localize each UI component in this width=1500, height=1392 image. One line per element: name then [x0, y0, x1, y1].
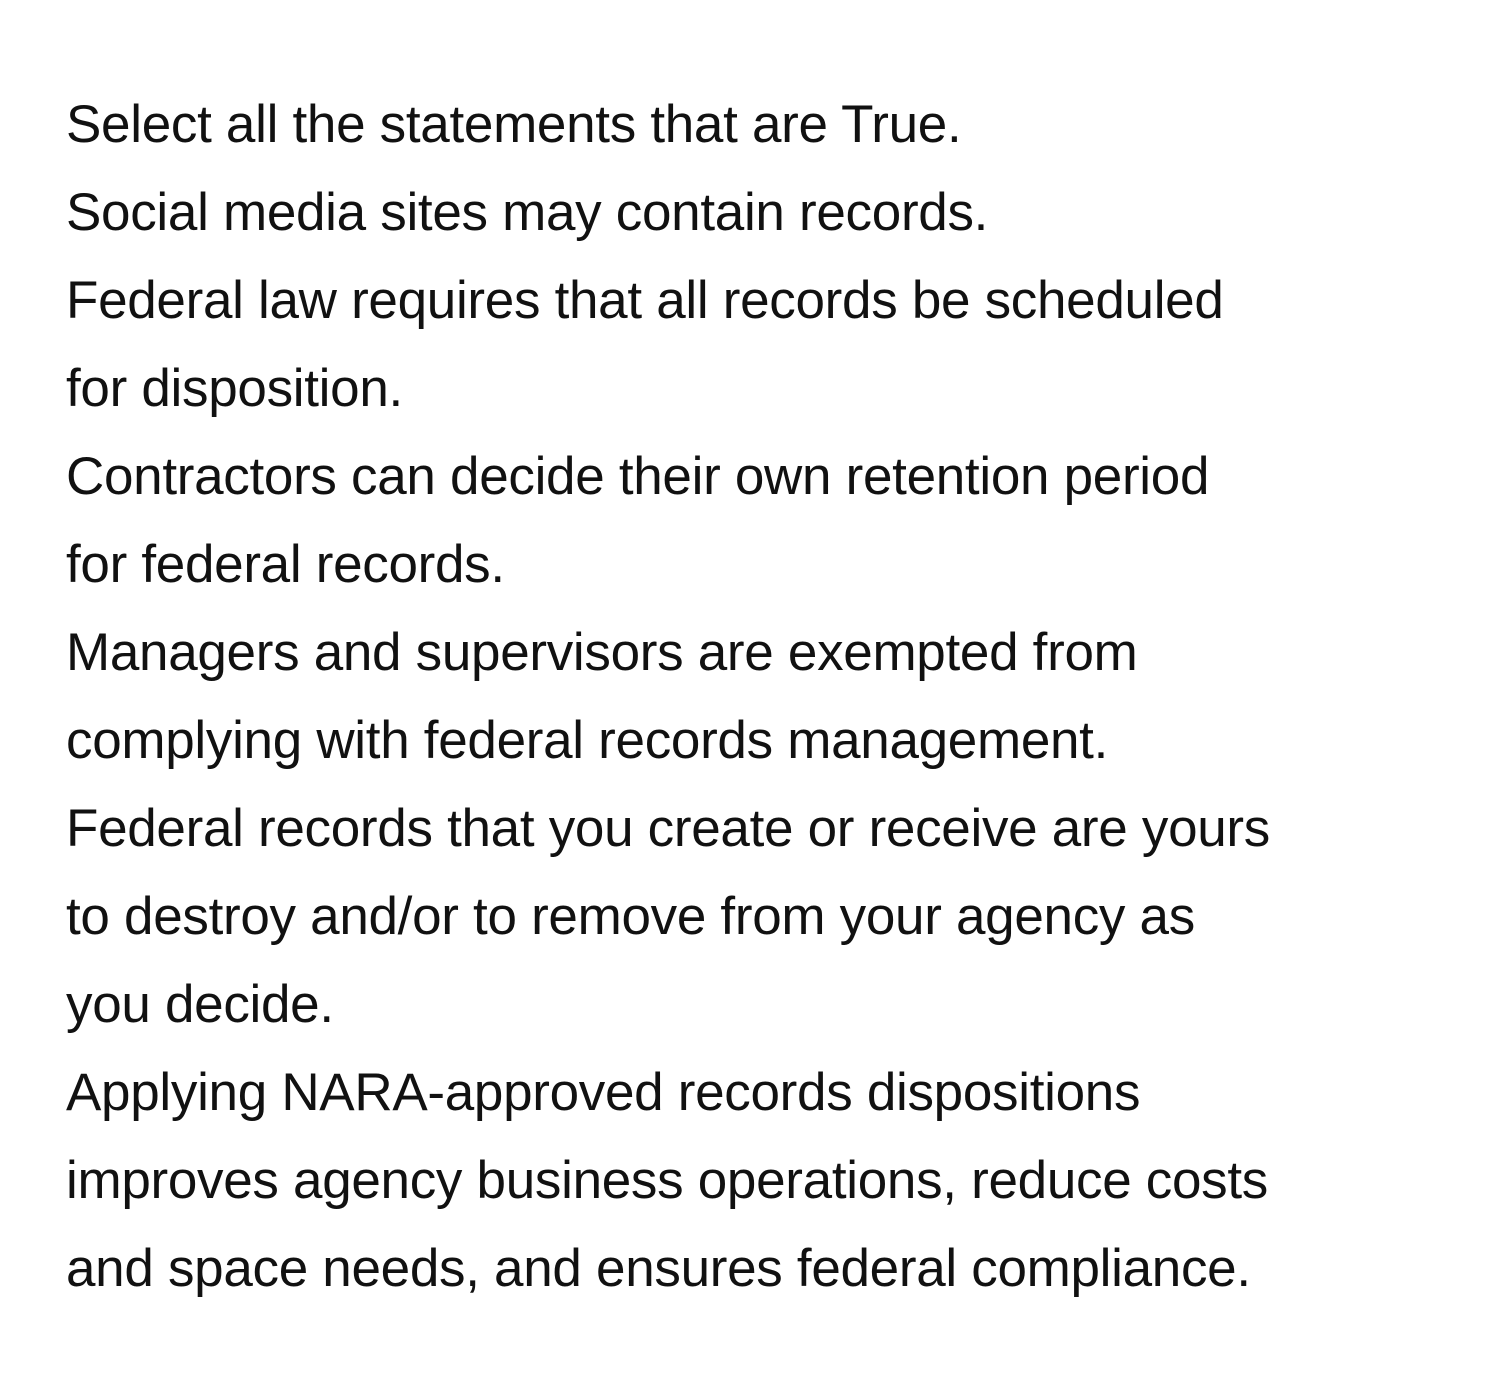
statement-line: for disposition. [66, 359, 403, 418]
statement-line: Federal records that you create or receive are yours [66, 799, 1270, 858]
statement-line: Applying NARA-approved records dispositions [66, 1063, 1141, 1122]
statement-6 [66, 1049, 1466, 1313]
statement-line: Federal law requires that all records be scheduled [66, 271, 1224, 330]
statement-line: improves agency business operations, reduce costs [66, 1151, 1268, 1210]
statement-line: Managers and supervisors are exempted from [66, 623, 1138, 682]
question-prompt: Select all the statements that are True. [66, 95, 962, 154]
statement-2 [66, 257, 1466, 433]
question-text-block [66, 81, 1466, 1313]
statement-line: to destroy and/or to remove from your agency as [66, 887, 1195, 946]
statement-4 [66, 609, 1466, 785]
statement-1 [66, 169, 1466, 257]
statement-line: Social media sites may contain records. [66, 183, 989, 242]
statement-line: for federal records. [66, 535, 505, 594]
statement-5 [66, 785, 1466, 1049]
statement-line: and space needs, and ensures federal compliance. [66, 1239, 1251, 1298]
statement-3 [66, 433, 1466, 609]
statement-line: Contractors can decide their own retention period [66, 447, 1210, 506]
statement-line: complying with federal records management. [66, 711, 1109, 770]
statement-line: you decide. [66, 975, 334, 1034]
